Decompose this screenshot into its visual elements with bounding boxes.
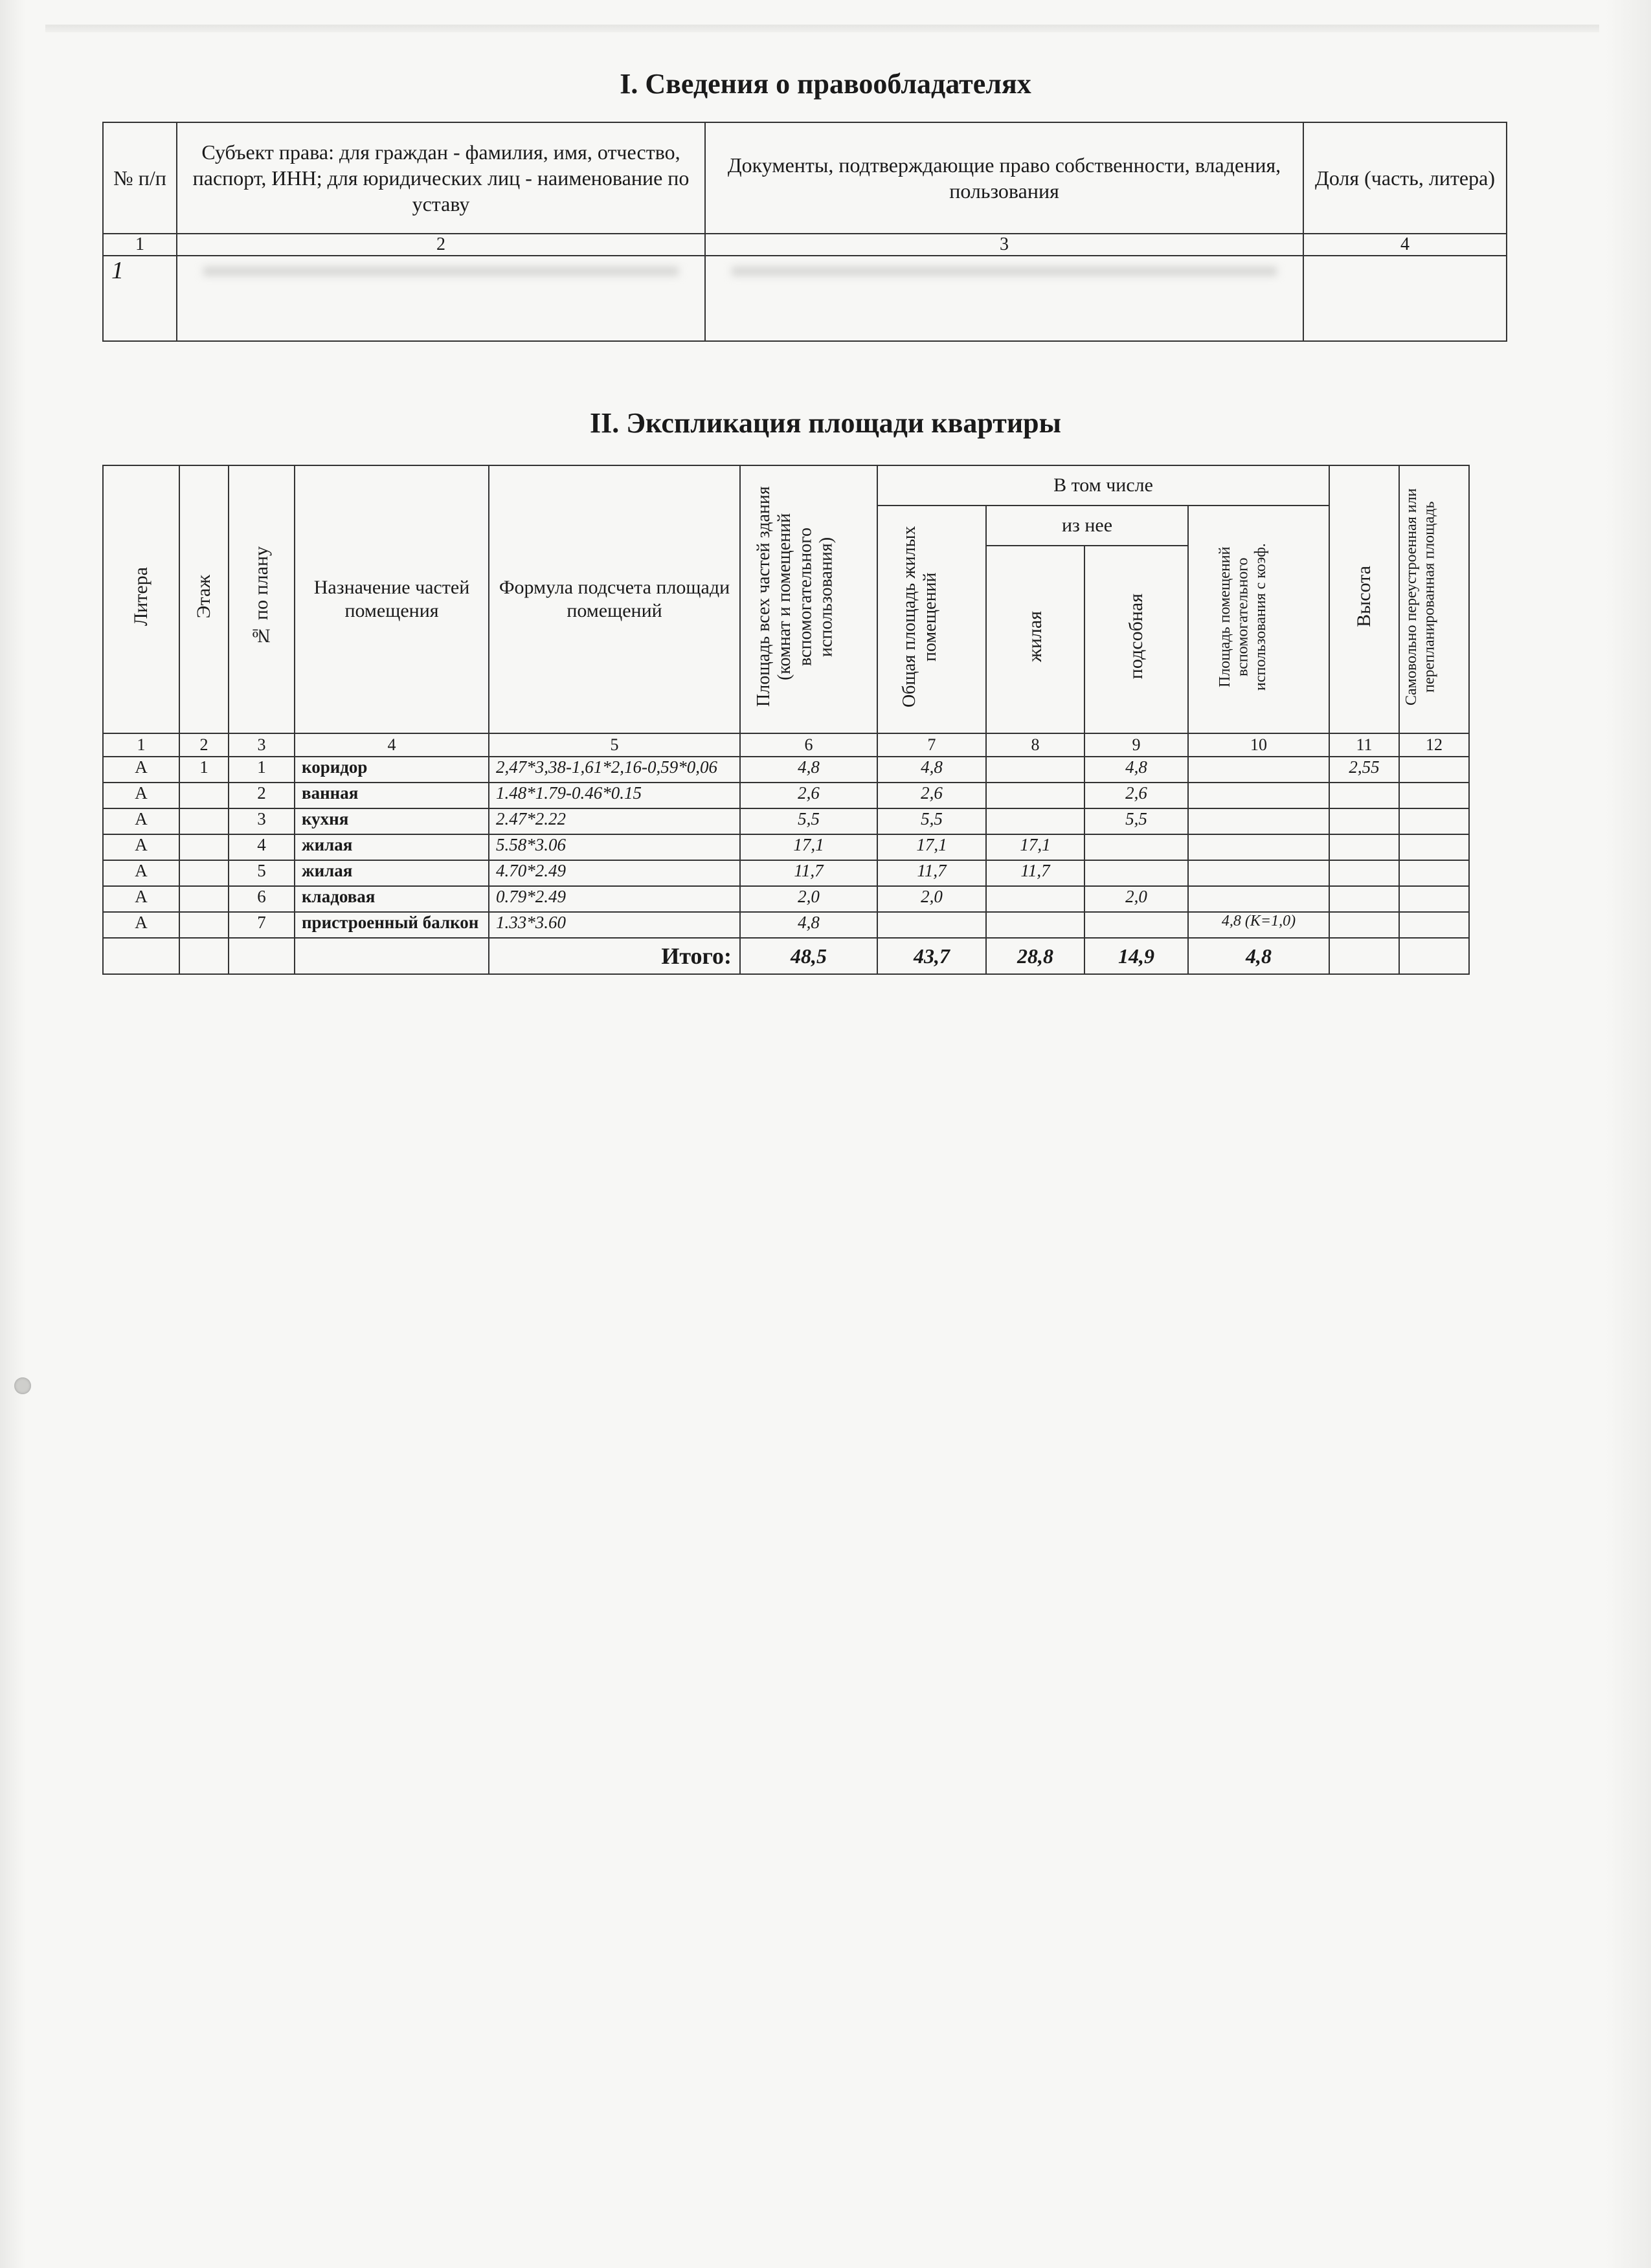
header-auxiliary: подсобная — [1084, 546, 1188, 733]
cell-plan-no: 6 — [229, 886, 295, 912]
header-plan-no: № по плану — [229, 465, 295, 733]
header-aux-coef: Площадь помещений вспомогательного использования с коэф. — [1188, 506, 1329, 733]
cell-living — [986, 808, 1084, 834]
cell-floor: 1 — [179, 757, 229, 783]
cell-aux — [1084, 860, 1188, 886]
cell-living — [986, 757, 1084, 783]
cell-living-total: 4,8 — [877, 757, 986, 783]
cell-aux-coef — [1188, 886, 1329, 912]
cell-aux: 2,6 — [1084, 783, 1188, 808]
scan-artifact — [45, 25, 1599, 32]
col-number: 11 — [1329, 733, 1399, 757]
cell-height — [1329, 912, 1399, 938]
col-number: 12 — [1399, 733, 1469, 757]
cell-total-area: 4,8 — [740, 912, 877, 938]
cell-height — [1329, 808, 1399, 834]
col-number: 4 — [1303, 234, 1507, 256]
cell-rebuilt — [1399, 783, 1469, 808]
col-number: 10 — [1188, 733, 1329, 757]
header-litera: Литера — [103, 465, 179, 733]
cell-total-area: 2,0 — [740, 886, 877, 912]
header-living: жилая — [986, 546, 1084, 733]
total-empty — [1329, 938, 1399, 974]
table-row — [103, 783, 1469, 808]
cell-total-area: 5,5 — [740, 808, 877, 834]
col-number: 6 — [740, 733, 877, 757]
cell-height: 2,55 — [1329, 757, 1399, 783]
cell-total-area: 4,8 — [740, 757, 877, 783]
section2-title: II. Экспликация площади квартиры — [589, 407, 1062, 439]
row-index: 1 — [103, 256, 177, 341]
total-aux-coef-value: 4,8 — [1188, 938, 1329, 974]
cell-height — [1329, 834, 1399, 860]
redacted-subject — [177, 256, 705, 341]
header-living-total: Общая площадь жилых помещений — [877, 506, 986, 733]
cell-rebuilt — [1399, 808, 1469, 834]
col-number: 5 — [489, 733, 740, 757]
total-empty — [1399, 938, 1469, 974]
cell-floor — [179, 808, 229, 834]
col-number: 3 — [705, 234, 1303, 256]
cell-aux: 2,0 — [1084, 886, 1188, 912]
cell-living — [986, 783, 1084, 808]
cell-aux — [1084, 912, 1188, 938]
cell-total-area: 11,7 — [740, 860, 877, 886]
cell-floor — [179, 860, 229, 886]
col-number: 3 — [229, 733, 295, 757]
cell-purpose: кухня — [295, 808, 489, 834]
cell-height — [1329, 783, 1399, 808]
total-area-value: 48,5 — [740, 938, 877, 974]
cell-aux — [1084, 834, 1188, 860]
cell-aux-coef: 4,8 (K=1,0) — [1188, 912, 1329, 938]
total-label: Итого: — [489, 938, 740, 974]
total-living-value: 28,8 — [986, 938, 1084, 974]
cell-living-total: 11,7 — [877, 860, 986, 886]
cell-aux-coef — [1188, 783, 1329, 808]
share-cell — [1303, 256, 1507, 341]
table-row — [103, 808, 1469, 834]
cell-formula: 1.48*1.79-0.46*0.15 — [489, 783, 740, 808]
table-row — [103, 757, 1469, 783]
cell-living: 17,1 — [986, 834, 1084, 860]
col-number: 4 — [295, 733, 489, 757]
col-number: 2 — [177, 234, 705, 256]
cell-floor — [179, 834, 229, 860]
cell-rebuilt — [1399, 860, 1469, 886]
cell-floor — [179, 912, 229, 938]
header-purpose: Назначение частей помещения — [295, 465, 489, 733]
col-number: 1 — [103, 733, 179, 757]
header-including: В том числе — [877, 465, 1329, 506]
cell-purpose: жилая — [295, 834, 489, 860]
cell-aux-coef — [1188, 808, 1329, 834]
cell-purpose: кладовая — [295, 886, 489, 912]
cell-aux-coef — [1188, 860, 1329, 886]
header-height: Высота — [1329, 465, 1399, 733]
cell-formula: 4.70*2.49 — [489, 860, 740, 886]
cell-purpose: жилая — [295, 860, 489, 886]
total-empty — [179, 938, 229, 974]
header-formula: Формула подсчета площади помещений — [489, 465, 740, 733]
cell-plan-no: 1 — [229, 757, 295, 783]
cell-litera: А — [103, 783, 179, 808]
cell-rebuilt — [1399, 834, 1469, 860]
cell-purpose: коридор — [295, 757, 489, 783]
cell-total-area: 17,1 — [740, 834, 877, 860]
header-index: № п/п — [103, 122, 177, 234]
cell-floor — [179, 783, 229, 808]
cell-living-total — [877, 912, 986, 938]
total-empty — [103, 938, 179, 974]
cell-litera: А — [103, 808, 179, 834]
section1-title: I. Сведения о правообладателях — [620, 68, 1031, 100]
cell-living — [986, 912, 1084, 938]
cell-aux: 5,5 — [1084, 808, 1188, 834]
cell-formula: 2.47*2.22 — [489, 808, 740, 834]
cell-plan-no: 5 — [229, 860, 295, 886]
cell-plan-no: 4 — [229, 834, 295, 860]
cell-litera: А — [103, 912, 179, 938]
cell-formula: 1.33*3.60 — [489, 912, 740, 938]
header-of-which: из нее — [986, 506, 1188, 546]
punch-hole — [14, 1377, 31, 1394]
cell-plan-no: 3 — [229, 808, 295, 834]
cell-living-total: 17,1 — [877, 834, 986, 860]
cell-total-area: 2,6 — [740, 783, 877, 808]
header-rebuilt: Самовольно переустроенная или перепланированная площадь — [1399, 465, 1469, 733]
cell-purpose: пристроенный балкон — [295, 912, 489, 938]
table-row — [103, 860, 1469, 886]
cell-height — [1329, 886, 1399, 912]
cell-living — [986, 886, 1084, 912]
header-share: Доля (часть, литера) — [1303, 122, 1507, 234]
total-living-total-value: 43,7 — [877, 938, 986, 974]
cell-plan-no: 2 — [229, 783, 295, 808]
header-floor: Этаж — [179, 465, 229, 733]
cell-plan-no: 7 — [229, 912, 295, 938]
cell-floor — [179, 886, 229, 912]
cell-living: 11,7 — [986, 860, 1084, 886]
cell-aux-coef — [1188, 757, 1329, 783]
table-row — [103, 886, 1469, 912]
table-row — [103, 912, 1469, 938]
cell-aux-coef — [1188, 834, 1329, 860]
cell-litera: А — [103, 757, 179, 783]
col-number: 1 — [103, 234, 177, 256]
cell-living-total: 2,0 — [877, 886, 986, 912]
cell-height — [1329, 860, 1399, 886]
table-row — [103, 834, 1469, 860]
cell-litera: А — [103, 886, 179, 912]
header-subject: Субъект права: для граждан - фамилия, имя, отчество, паспорт, ИНН; для юридических лиц - наименование по уставу — [177, 122, 705, 234]
cell-litera: А — [103, 834, 179, 860]
total-aux-value: 14,9 — [1084, 938, 1188, 974]
cell-rebuilt — [1399, 886, 1469, 912]
header-documents: Документы, подтверждающие право собственности, владения, пользования — [705, 122, 1303, 234]
cell-purpose: ванная — [295, 783, 489, 808]
cell-formula: 5.58*3.06 — [489, 834, 740, 860]
cell-formula: 2,47*3,38-1,61*2,16-0,59*0,06 — [489, 757, 740, 783]
cell-living-total: 5,5 — [877, 808, 986, 834]
cell-litera: А — [103, 860, 179, 886]
cell-formula: 0.79*2.49 — [489, 886, 740, 912]
col-number: 9 — [1084, 733, 1188, 757]
cell-aux: 4,8 — [1084, 757, 1188, 783]
col-number: 2 — [179, 733, 229, 757]
col-number: 8 — [986, 733, 1084, 757]
redacted-documents — [705, 256, 1303, 341]
area-explication-table — [102, 465, 1470, 975]
total-empty — [295, 938, 489, 974]
header-total-area: Площадь всех частей здания (комнат и помещений вспомогательного использования) — [740, 465, 877, 733]
cell-rebuilt — [1399, 912, 1469, 938]
rightholders-table — [102, 122, 1507, 342]
col-number: 7 — [877, 733, 986, 757]
cell-rebuilt — [1399, 757, 1469, 783]
cell-living-total: 2,6 — [877, 783, 986, 808]
total-empty — [229, 938, 295, 974]
